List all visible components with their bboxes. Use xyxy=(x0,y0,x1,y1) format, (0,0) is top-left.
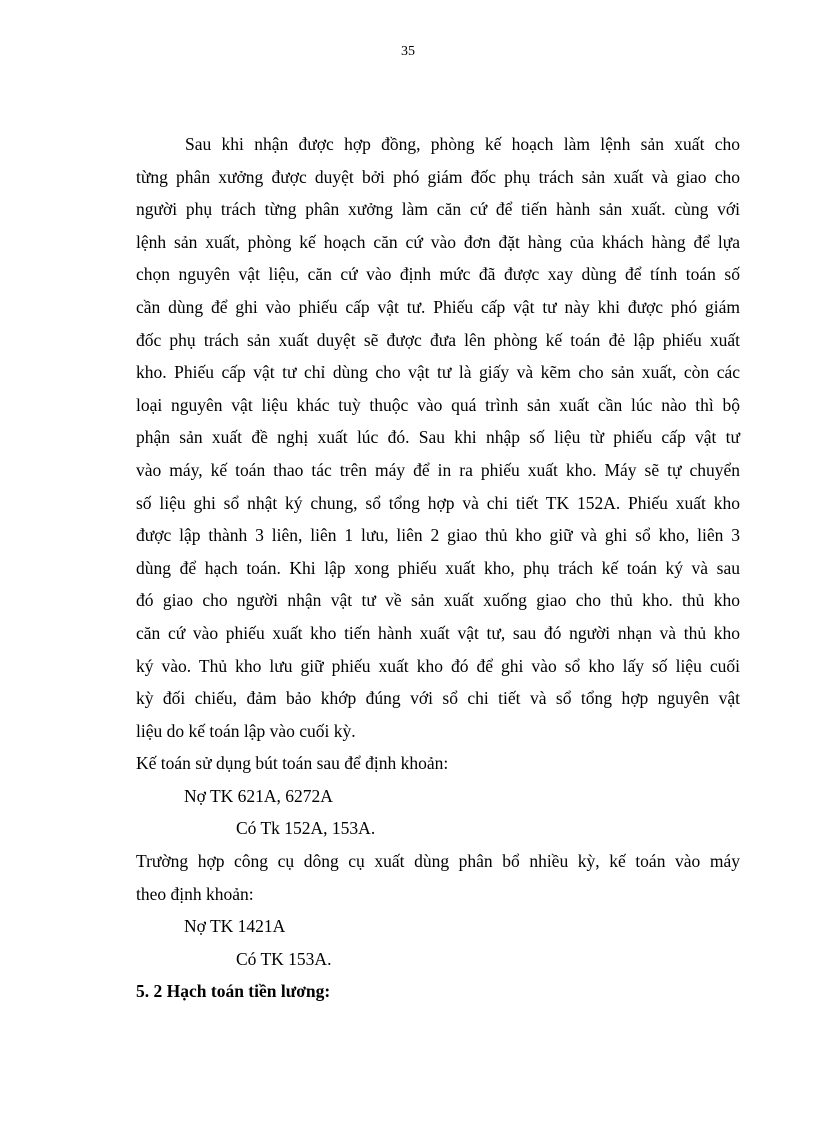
text-line: kỳ đối chiếu, đảm bảo khớp đúng với sổ chi tiết và sổ tổng hợp nguyên vật xyxy=(136,688,740,709)
text-line: số liệu ghi sổ nhật ký chung, sổ tổng hợp và chi tiết TK 152A. Phiếu xuất kho xyxy=(136,492,740,513)
text-line: liệu do kế toán lập vào cuối kỳ. xyxy=(136,720,356,741)
page-number: 35 xyxy=(401,44,415,59)
section-heading: 5. 2 Hạch toán tiền lương: xyxy=(136,981,331,1002)
journal-entry-debit: Nợ TK 1421A xyxy=(184,916,286,937)
text-line: được lập thành 3 liên, liên 1 lưu, liên 2 giao thủ kho giữ và ghi sổ kho, liên 3 xyxy=(136,525,740,546)
text-line: vào máy, kế toán thao tác trên máy để in ra phiếu xuất kho. Máy sẽ tự chuyển xyxy=(136,459,740,480)
document-body xyxy=(136,128,740,1008)
text-line: kho. Phiếu cấp vật tư chỉ dùng cho vật tư là giấy và kẽm cho sản xuất, còn các xyxy=(136,362,740,383)
text-line: Trường hợp công cụ dông cụ xuất dùng phân bổ nhiều kỳ, kế toán vào máy xyxy=(136,851,740,872)
journal-entry-debit: Nợ TK 621A, 6272A xyxy=(184,785,333,806)
entry-intro: Kế toán sử dụng bút toán sau để định khoản: xyxy=(136,753,449,774)
journal-entry-credit: Có Tk 152A, 153A. xyxy=(236,818,376,839)
paragraph-material-issue xyxy=(136,128,740,747)
journal-entry-credit: Có TK 153A. xyxy=(236,948,332,969)
text-line: loại nguyên vật liệu khác tuỳ thuộc vào quá trình sản xuất cần lúc nào thì bộ xyxy=(136,394,740,415)
text-line: căn cứ vào phiếu xuất kho tiến hành xuất vật tư, sau đó người nhạn và thủ kho xyxy=(136,622,740,643)
text-line: lệnh sản xuất, phòng kế hoạch căn cứ vào đơn đặt hàng của khách hàng để lựa xyxy=(136,231,740,252)
text-line: dùng để hạch toán. Khi lập xong phiếu xuất kho, phụ trách kế toán ký và sau xyxy=(136,557,740,578)
text-line: Sau khi nhận được hợp đồng, phòng kế hoạch làm lệnh sản xuất cho xyxy=(185,134,740,154)
text-line: cần dùng để ghi vào phiếu cấp vật tư. Phiếu cấp vật tư này khi được phó giám xyxy=(136,296,740,317)
text-line: chọn nguyên vật liệu, căn cứ vào định mức đã được xay dùng để tính toán số xyxy=(136,264,740,285)
text-line: đốc phụ trách sản xuất duyệt sẽ được đưa lên phòng kế toán đẻ lập phiếu xuất xyxy=(136,329,740,350)
text-line: ký vào. Thủ kho lưu giữ phiếu xuất kho đó để ghi vào sổ kho lấy số liệu cuối xyxy=(136,655,740,676)
paragraph-tools-allocation xyxy=(136,845,740,910)
text-line: người phụ trách từng phân xưởng làm căn cứ để tiến hành sản xuất. cùng với xyxy=(136,199,740,220)
text-line: phận sản xuất đề nghị xuất lúc đó. Sau khi nhập số liệu từ phiếu cấp vật tư xyxy=(136,427,740,448)
text-line: theo định khoản: xyxy=(136,883,254,904)
text-line: đó giao cho người nhận vật tư về sản xuất xuống giao cho thủ kho. thủ kho xyxy=(136,590,740,611)
text-line: từng phân xưởng được duyệt bởi phó giám đốc phụ trách sản xuất và giao cho xyxy=(136,166,740,187)
